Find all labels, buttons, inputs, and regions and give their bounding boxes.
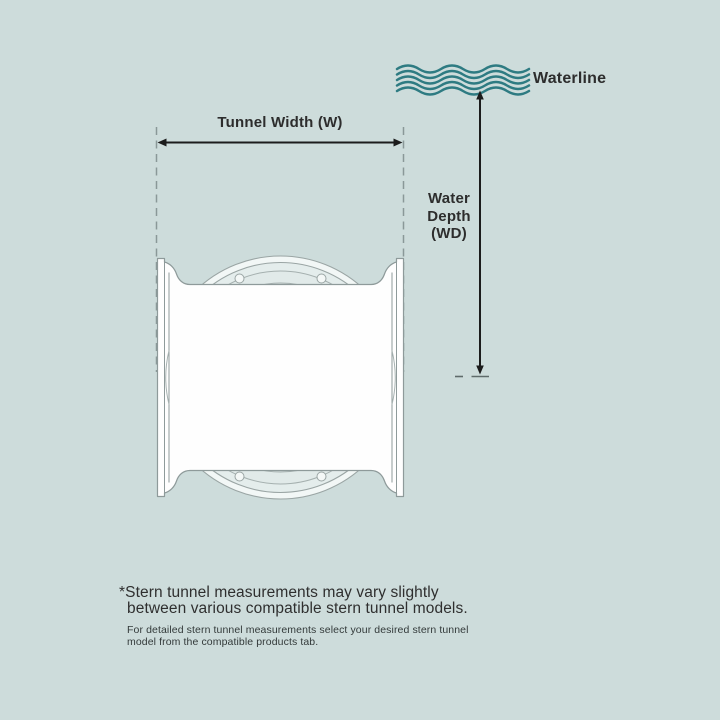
wave-line	[397, 77, 529, 84]
footnote-primary	[119, 584, 547, 617]
waterline-label: Waterline	[533, 70, 607, 87]
footnote-primary-line1: *Stern tunnel measurements may vary slightly	[119, 584, 439, 601]
water-depth-label-line2: Depth	[427, 207, 471, 225]
water-depth-label	[399, 190, 499, 243]
footnote-secondary	[127, 625, 547, 649]
wave-line	[397, 66, 529, 73]
width-arrowhead-right	[394, 139, 403, 147]
water-depth-label-line1: Water	[427, 190, 471, 207]
tunnel-tube	[158, 259, 404, 497]
footnote-primary-line2: between various compatible stern tunnel models.	[127, 599, 468, 617]
bolt-hole-top-left	[235, 274, 244, 283]
footnote-secondary-line2: model from the compatible products tab.	[127, 635, 319, 648]
depth-arrowhead-bottom	[476, 366, 484, 375]
footnote-secondary-line1: For detailed stern tunnel measurements select your desired stern tunnel	[127, 624, 469, 636]
bolt-hole-bottom-left	[235, 472, 244, 481]
wave-line	[397, 88, 529, 95]
wave-line	[397, 71, 529, 78]
width-arrowhead-left	[158, 139, 167, 147]
waterline-waves	[397, 66, 529, 95]
tunnel-width-arrow	[158, 139, 403, 147]
water-depth-label-line3: (WD)	[431, 225, 467, 242]
bolt-hole-top-right	[317, 274, 326, 283]
wave-line	[397, 82, 529, 89]
tunnel-width-label: Tunnel Width (W)	[217, 114, 343, 131]
bolt-hole-bottom-right	[317, 472, 326, 481]
tube-silhouette	[158, 259, 404, 497]
